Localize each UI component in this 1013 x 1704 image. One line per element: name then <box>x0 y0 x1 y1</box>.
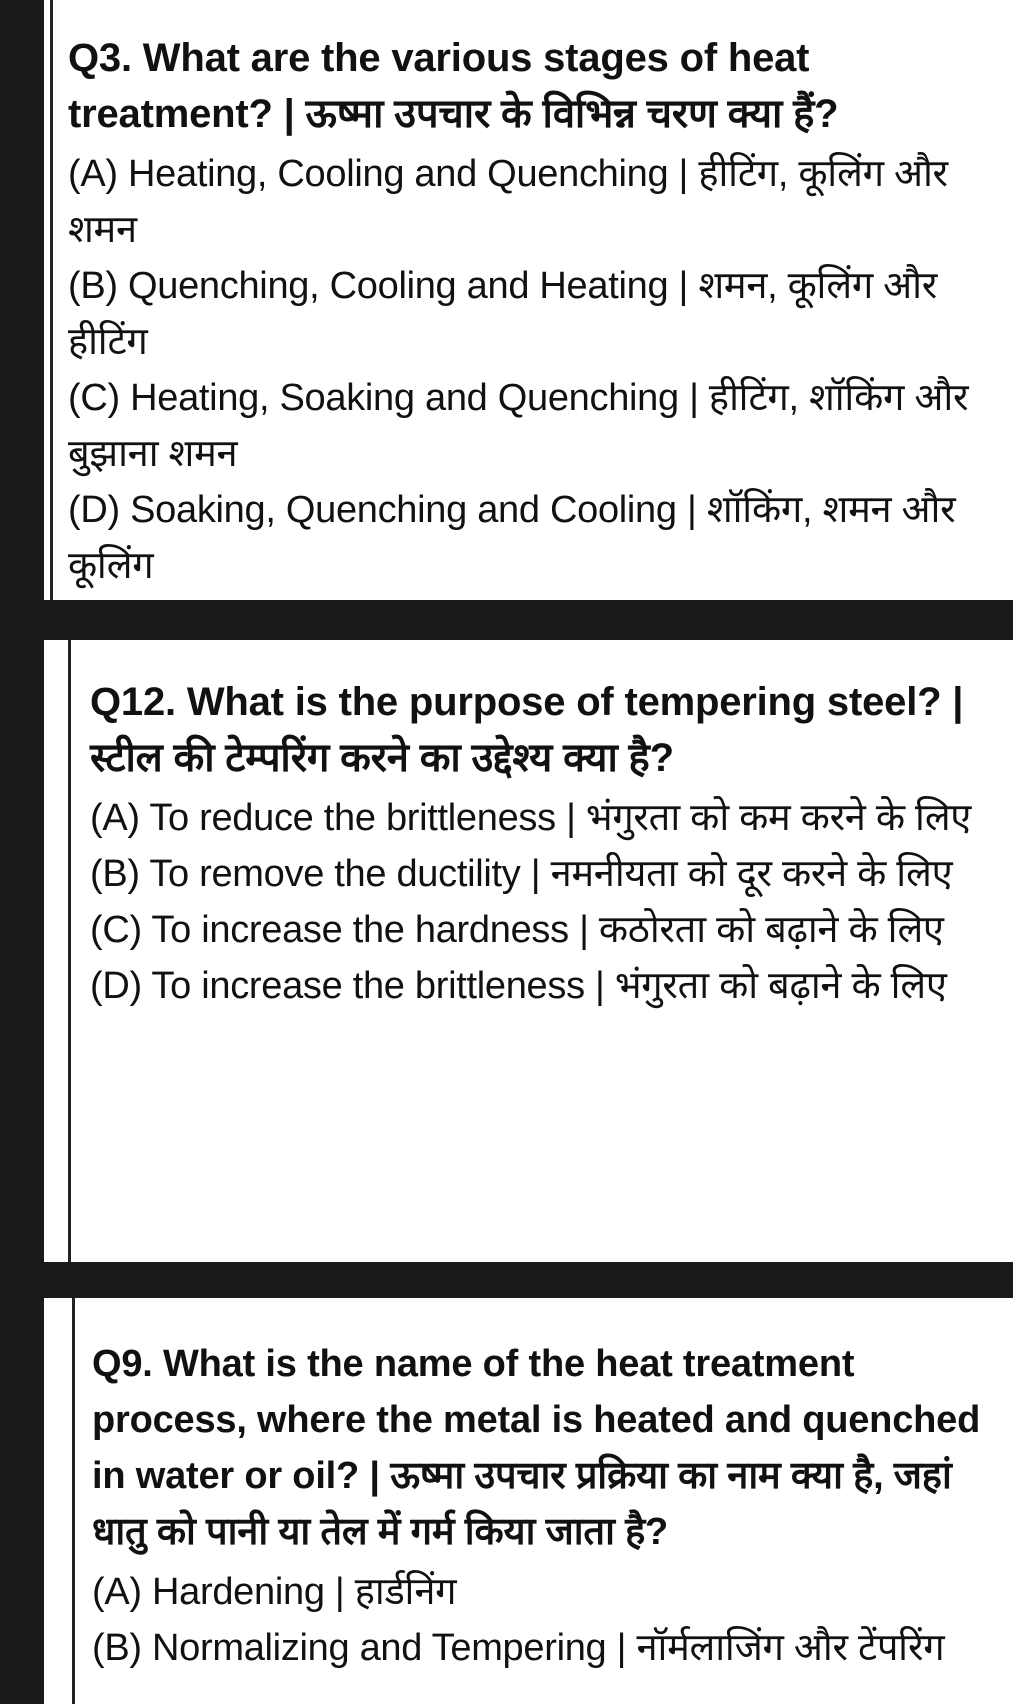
option-b[interactable]: (B) To remove the ductility | नमनीयता को दूर करने के लिए <box>90 853 953 895</box>
card-left-rule <box>50 0 53 600</box>
option-d[interactable]: (D) Soaking, Quenching and Cooling | शॉकिंग, शमन और कूलिंग <box>68 489 956 587</box>
option-b[interactable]: (B) Normalizing and Tempering | नॉर्मलाजिंग और टेंपरिंग <box>92 1627 945 1669</box>
option-a[interactable]: (A) Hardening | हार्डनिंग <box>92 1571 457 1613</box>
question-content <box>90 674 1005 1014</box>
question-text: Q3. What are the various stages of heat treatment? | ऊष्मा उपचार के विभिन्न चरण क्या हैं? <box>68 36 839 136</box>
option-d[interactable]: (D) To increase the brittleness | भंगुरता को बढ़ाने के लिए <box>90 965 947 1007</box>
question-card-q12 <box>44 640 1013 1262</box>
card-left-rule <box>72 1298 75 1704</box>
option-c[interactable]: (C) To increase the hardness | कठोरता को बढ़ाने के लिए <box>90 909 944 951</box>
option-c[interactable]: (C) Heating, Soaking and Quenching | हीटिंग, शॉकिंग और बुझाना शमन <box>68 377 969 475</box>
option-a[interactable]: (A) To reduce the brittleness | भंगुरता को कम करने के लिए <box>90 797 972 839</box>
question-text: Q12. What is the purpose of tempering steel? | स्टील की टेम्परिंग करने का उद्देश्य क्या है? <box>90 680 964 780</box>
question-card-q9 <box>44 1298 1013 1704</box>
question-content <box>92 1336 1005 1676</box>
question-text: Q9. What is the name of the heat treatment process, where the metal is heated and quenched in water or oil? | ऊष्मा उपचार प्रक्रिया का नाम क्या है, जहां धातु को पानी या तेल में गर्म किया जाता है? <box>92 1343 981 1553</box>
option-b[interactable]: (B) Quenching, Cooling and Heating | शमन, कूलिंग और हीटिंग <box>68 265 938 363</box>
option-a[interactable]: (A) Heating, Cooling and Quenching | हीटिंग, कूलिंग और शमन <box>68 153 948 251</box>
question-content <box>68 30 1005 594</box>
question-card-q3 <box>44 0 1013 600</box>
card-left-rule <box>68 640 71 1262</box>
